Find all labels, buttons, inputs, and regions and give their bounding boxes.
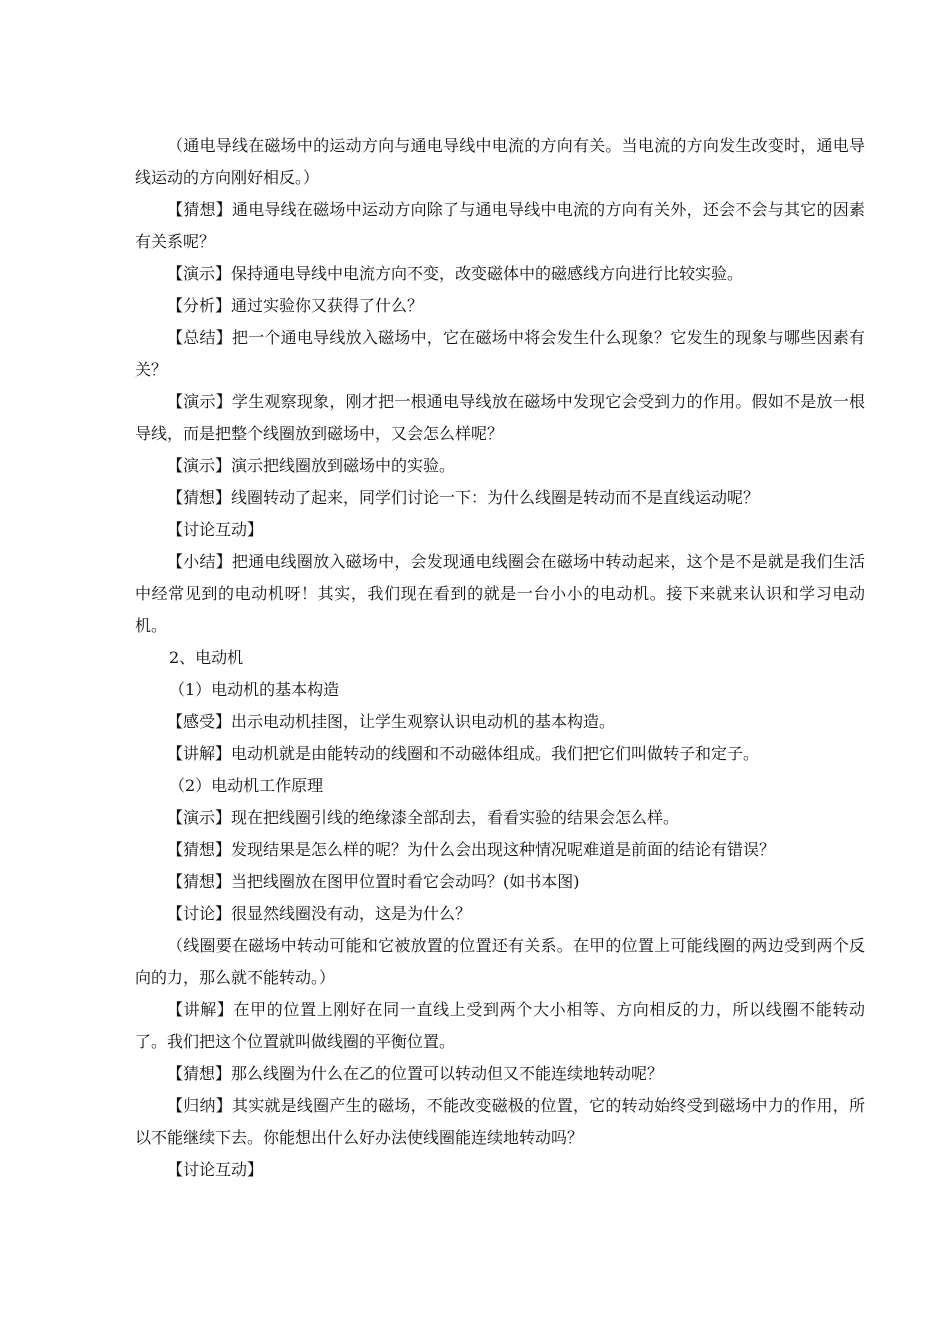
paragraph-discuss-2: 【讨论】很显然线圈没有动，这是为什么？: [167, 904, 472, 923]
subsection-heading-structure: （1）电动机的基本构造: [169, 680, 340, 699]
paragraph-discussion-final: 【讨论互动】: [167, 1160, 264, 1179]
paragraph-explain-1: 【讲解】电动机就是由能转动的线圈和不动磁体组成。我们把它们叫做转子和定子。: [167, 744, 760, 763]
paragraph-analysis: 【分析】通过实验你又获得了什么？: [167, 296, 424, 315]
paragraph-demo-4: 【演示】现在把线圈引线的绝缘漆全部刮去，看看实验的结果会怎么样。: [167, 808, 680, 827]
subsection-heading-principle: （2）电动机工作原理: [169, 776, 324, 795]
paragraph-guess-2: 【猜想】线圈转动了起来，同学们讨论一下：为什么线圈是转动而不是直线运动呢？: [167, 488, 760, 507]
paragraph-note: （线圈要在磁场中转动可能和它被放置的位置还有关系。在甲的位置上可能线圈的两边受到两个反向的力，那么就不能转动。）: [135, 936, 865, 987]
paragraph-guess-5: 【猜想】那么线圈为什么在乙的位置可以转动但又不能连续地转动呢？: [167, 1064, 664, 1083]
paragraph-demo-3: 【演示】演示把线圈放到磁场中的实验。: [167, 456, 456, 475]
paragraph-explain-2: 【讲解】在甲的位置上刚好在同一直线上受到两个大小相等、方向相反的力，所以线圈不能转动了。我们把这个位置就叫做线圈的平衡位置。: [135, 1000, 865, 1051]
paragraph-conclusion: 【小结】把通电线圈放入磁场中，会发现通电线圈会在磁场中转动起来，这个是不是就是我们生活中经常见到的电动机呀！其实，我们现在看到的就是一台小小的电动机。接下来就来认识和学习电动机。: [135, 552, 865, 635]
paragraph-observation: （通电导线在磁场中的运动方向与通电导线中电流的方向有关。当电流的方向发生改变时，通电导线运动的方向刚好相反。）: [135, 136, 865, 187]
section-heading-motor: 2、电动机: [169, 648, 244, 667]
paragraph-summary: 【总结】把一个通电导线放入磁场中，它在磁场中将会发生什么现象？它发生的现象与哪些因素有关？: [135, 328, 865, 379]
paragraph-guess-4: 【猜想】当把线圈放在图甲位置时看它会动吗？(如书本图): [167, 872, 580, 891]
paragraph-demo-2: 【演示】学生观察现象，刚才把一根通电导线放在磁场中发现它会受到力的作用。假如不是放一根导线，而是把整个线圈放到磁场中，又会怎么样呢？: [135, 392, 865, 443]
paragraph-feel: 【感受】出示电动机挂图，让学生观察认识电动机的基本构造。: [167, 712, 616, 731]
paragraph-guess-1: 【猜想】通电导线在磁场中运动方向除了与通电导线中电流的方向有关外，还会不会与其它的因素有关系呢？: [135, 200, 865, 251]
paragraph-induction: 【归纳】其实就是线圈产生的磁场，不能改变磁极的位置，它的转动始终受到磁场中力的作用，所以不能继续下去。你能想出什么好办法使线圈能连续地转动吗？: [135, 1096, 865, 1147]
paragraph-demo-1: 【演示】保持通电导线中电流方向不变，改变磁体中的磁感线方向进行比较实验。: [167, 264, 744, 283]
document-body: [135, 130, 865, 1186]
paragraph-guess-3: 【猜想】发现结果是怎么样的呢？为什么会出现这种情况呢难道是前面的结论有错误？: [167, 840, 776, 859]
paragraph-discussion-1: 【讨论互动】: [167, 520, 264, 539]
